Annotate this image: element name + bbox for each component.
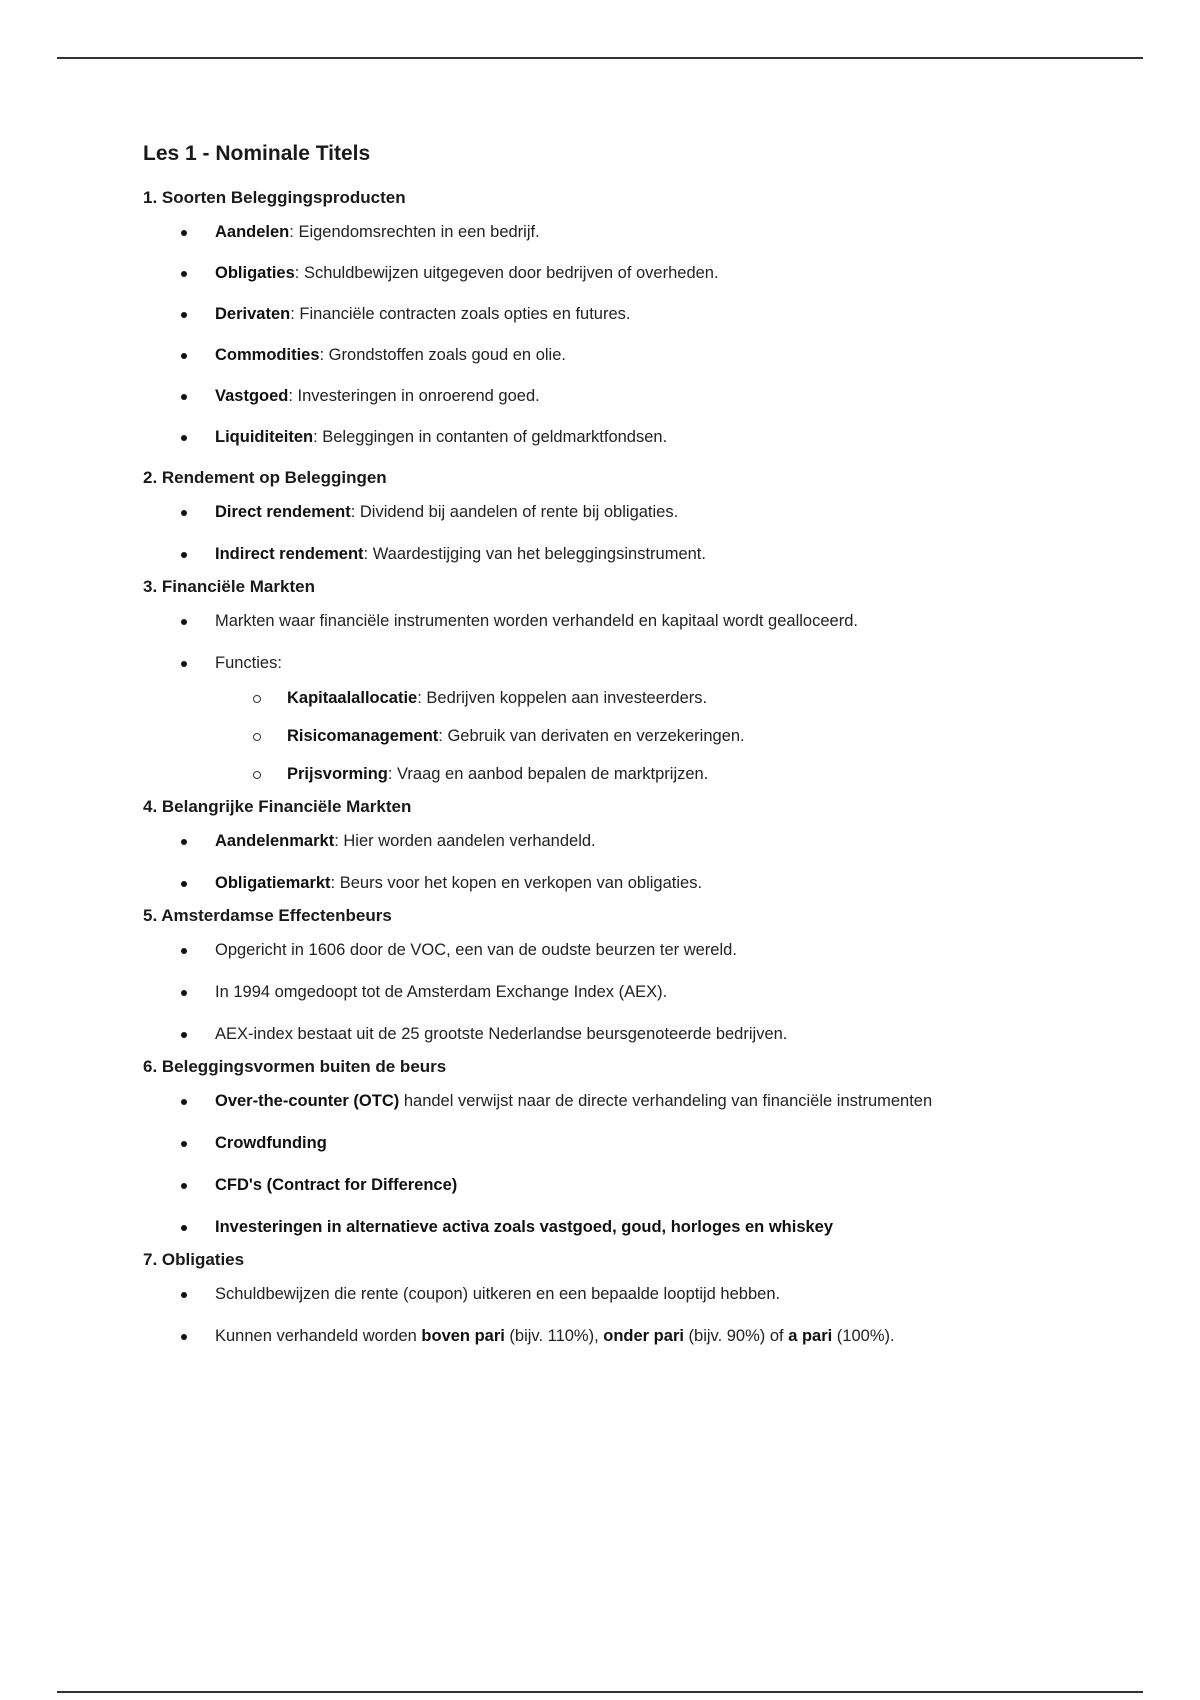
list-item: Aandelen: Eigendomsrechten in een bedrijf. [143,222,1143,243]
sub-list-item: Kapitaalallocatie: Bedrijven koppelen aan investeerders. [215,688,1143,709]
list-item: Liquiditeiten: Beleggingen in contanten of geldmarktfondsen. [143,427,1143,448]
bullet-icon [181,353,187,359]
list-item: Derivaten: Financiële contracten zoals opties en futures. [143,304,1143,325]
list-item: Vastgoed: Investeringen in onroerend goed. [143,386,1143,407]
circle-bullet-icon [253,733,261,741]
header-rule [57,57,1143,59]
list-item: Obligaties: Schuldbewijzen uitgegeven door bedrijven of overheden. [143,263,1143,284]
list-item: Over-the-counter (OTC) handel verwijst naar de directe verhandeling van financiële instrumenten [143,1091,1143,1112]
section-effectenbeurs [143,906,1143,1045]
bullet-icon [181,990,187,996]
list-item: Direct rendement: Dividend bij aandelen of rente bij obligaties. [143,502,1143,523]
circle-bullet-icon [253,771,261,779]
bullet-list [143,1284,1143,1347]
list-item: Obligatiemarkt: Beurs voor het kopen en verkopen van obligaties. [143,873,1143,894]
list-item: In 1994 omgedoopt tot de Amsterdam Exchange Index (AEX). [143,982,1143,1003]
sub-list-item: Prijsvorming: Vraag en aanbod bepalen de marktprijzen. [215,764,1143,785]
list-item: Aandelenmarkt: Hier worden aandelen verhandeld. [143,831,1143,852]
section-buiten-de-beurs [143,1057,1143,1238]
bullet-icon [181,312,187,318]
bullet-list [143,222,1143,448]
section-financiele-markten [143,577,1143,785]
bullet-icon [181,1032,187,1038]
bullet-list [143,1091,1143,1238]
section-heading: 2. Rendement op Beleggingen [143,468,387,487]
bullet-icon [181,552,187,558]
bullet-icon [181,881,187,887]
section-belangrijke-markten [143,797,1143,894]
sub-list [215,688,1143,785]
list-item: Markten waar financiële instrumenten worden verhandeld en kapitaal wordt gealloceerd. [143,611,1143,632]
list-item: Kunnen verhandeld worden boven pari (bijv. 110%), onder pari (bijv. 90%) of a pari (100%). [143,1326,1143,1347]
list-item: Commodities: Grondstoffen zoals goud en olie. [143,345,1143,366]
bullet-icon [181,948,187,954]
section-beleggingsproducten [143,188,1143,448]
section-heading: 6. Beleggingsvormen buiten de beurs [143,1057,447,1076]
bullet-icon [181,394,187,400]
bullet-icon [181,271,187,277]
list-item: CFD's (Contract for Difference) [143,1175,1143,1196]
bullet-icon [181,1334,187,1340]
bullet-list [143,831,1143,894]
section-obligaties [143,1250,1143,1347]
list-item: Schuldbewijzen die rente (coupon) uitkeren en een bepaalde looptijd hebben. [143,1284,1143,1305]
bullet-list [143,611,1143,785]
footer-rule [57,1691,1143,1693]
sub-list-item: Risicomanagement: Gebruik van derivaten en verzekeringen. [215,726,1143,747]
section-heading: 3. Financiële Markten [143,577,315,596]
list-item: Functies: Kapitaalallocatie: Bedrijven koppelen aan investeerders. Risicomanagement: Gebruik van derivaten en verzekeringen. Prijsvorming: Vraag en aanbod bepalen de marktprijzen. [143,653,1143,785]
list-item: AEX-index bestaat uit de 25 grootste Nederlandse beursgenoteerde bedrijven. [143,1024,1143,1045]
bullet-icon [181,839,187,845]
bullet-icon [181,510,187,516]
bullet-icon [181,661,187,667]
list-item: Opgericht in 1606 door de VOC, een van de oudste beurzen ter wereld. [143,940,1143,961]
bullet-icon [181,230,187,236]
section-heading: 5. Amsterdamse Effectenbeurs [143,906,392,925]
circle-bullet-icon [253,695,261,703]
bullet-icon [181,1292,187,1298]
bullet-icon [181,619,187,625]
bullet-icon [181,1183,187,1189]
bullet-list [143,940,1143,1045]
list-item: Indirect rendement: Waardestijging van het beleggingsinstrument. [143,544,1143,565]
section-heading: 1. Soorten Beleggingsproducten [143,188,406,207]
bullet-icon [181,1141,187,1147]
bullet-icon [181,1099,187,1105]
list-item: Crowdfunding [143,1133,1143,1154]
section-heading: 7. Obligaties [143,1250,245,1269]
section-rendement [143,468,1143,565]
document-body [143,142,1143,1359]
page-title: Les 1 - Nominale Titels [143,142,371,165]
list-item: Investeringen in alternatieve activa zoals vastgoed, goud, horloges en whiskey [143,1217,1143,1238]
bullet-icon [181,435,187,441]
bullet-icon [181,1225,187,1231]
bullet-list [143,502,1143,565]
section-heading: 4. Belangrijke Financiële Markten [143,797,412,816]
